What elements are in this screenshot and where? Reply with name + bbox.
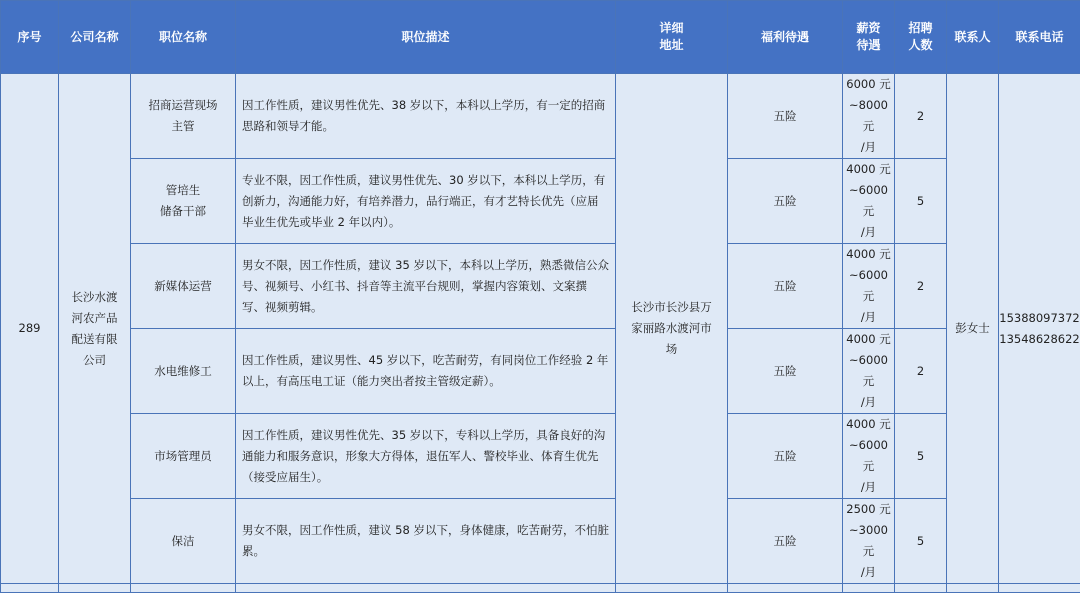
header-benefits: 福利待遇 (728, 1, 843, 74)
headcount-cell: 5 (895, 499, 947, 584)
header-position: 职位名称 (131, 1, 236, 74)
description-cell: 因工作性质，建议男性优先、35 岁以下，专科以上学历，具备良好的沟通能力和服务意识，形象大方得体，退伍军人、警校毕业、体育生优先（接受应届生）。 (236, 414, 616, 499)
headcount-cell: 2 (895, 74, 947, 159)
benefits-cell: 五险 (728, 244, 843, 329)
table-row (1, 244, 1080, 329)
table-header-row (1, 1, 1080, 74)
benefits-cell: 五险 (728, 159, 843, 244)
company-name-cell: 长沙水渡河农产品配送有限公司 (59, 74, 131, 584)
position-cell: 新媒体运营 (131, 244, 236, 329)
empty-cell (1, 584, 59, 593)
empty-cell (728, 584, 843, 593)
header-salary: 薪资 待遇 (843, 1, 895, 74)
salary-cell: 4000 元 ~6000 元 /月 (843, 329, 895, 414)
position-cell: 市场管理员 (131, 414, 236, 499)
headcount-cell: 5 (895, 414, 947, 499)
table-row-next-partial (1, 584, 1080, 593)
empty-cell (616, 584, 728, 593)
header-company: 公司名称 (59, 1, 131, 74)
header-phone: 联系电话 (999, 1, 1080, 74)
description-cell: 男女不限，因工作性质，建议 35 岁以下，本科以上学历，熟悉微信公众号、视频号、小红书、抖音等主流平台规则，掌握内容策划、文案撰写、视频剪辑。 (236, 244, 616, 329)
phone-cell: 15388097372 13548628622 (999, 74, 1080, 584)
position-cell: 管培生 储备干部 (131, 159, 236, 244)
description-cell: 专业不限，因工作性质，建议男性优先、30 岁以下，本科以上学历，有创新力，沟通能力好，有培养潜力，品行端正，有才艺特长优先（应届毕业生优先或毕业 2 年以内）。 (236, 159, 616, 244)
header-address: 详细 地址 (616, 1, 728, 74)
benefits-cell: 五险 (728, 499, 843, 584)
header-seq: 序号 (1, 1, 59, 74)
empty-cell (131, 584, 236, 593)
headcount-cell: 2 (895, 329, 947, 414)
description-cell: 男女不限，因工作性质，建议 58 岁以下，身体健康，吃苦耐劳，不怕脏累。 (236, 499, 616, 584)
salary-cell: 2500 元 ~3000 元 /月 (843, 499, 895, 584)
table-row (1, 159, 1080, 244)
empty-cell (895, 584, 947, 593)
empty-cell (59, 584, 131, 593)
salary-cell: 4000 元 ~6000 元 /月 (843, 159, 895, 244)
table-row (1, 74, 1080, 159)
empty-cell (843, 584, 895, 593)
position-cell: 保洁 (131, 499, 236, 584)
address-cell: 长沙市长沙县万家丽路水渡河市场 (616, 74, 728, 584)
headcount-cell: 5 (895, 159, 947, 244)
position-cell: 水电维修工 (131, 329, 236, 414)
contact-cell: 彭女士 (947, 74, 999, 584)
empty-cell (236, 584, 616, 593)
table-row (1, 499, 1080, 584)
position-cell: 招商运营现场主管 (131, 74, 236, 159)
salary-cell: 6000 元 ~8000 元 /月 (843, 74, 895, 159)
header-headcount: 招聘 人数 (895, 1, 947, 74)
header-contact: 联系人 (947, 1, 999, 74)
seq-cell: 289 (1, 74, 59, 584)
description-cell: 因工作性质，建议男性优先、38 岁以下，本科以上学历，有一定的招商思路和领导才能。 (236, 74, 616, 159)
empty-cell (999, 584, 1080, 593)
empty-cell (947, 584, 999, 593)
benefits-cell: 五险 (728, 74, 843, 159)
benefits-cell: 五险 (728, 414, 843, 499)
salary-cell: 4000 元 ~6000 元 /月 (843, 414, 895, 499)
description-cell: 因工作性质，建议男性、45 岁以下，吃苦耐劳，有同岗位工作经验 2 年以上，有高压电工证（能力突出者按主管级定薪）。 (236, 329, 616, 414)
salary-cell: 4000 元 ~6000 元 /月 (843, 244, 895, 329)
table-row (1, 414, 1080, 499)
headcount-cell: 2 (895, 244, 947, 329)
table-row (1, 329, 1080, 414)
header-description: 职位描述 (236, 1, 616, 74)
benefits-cell: 五险 (728, 329, 843, 414)
